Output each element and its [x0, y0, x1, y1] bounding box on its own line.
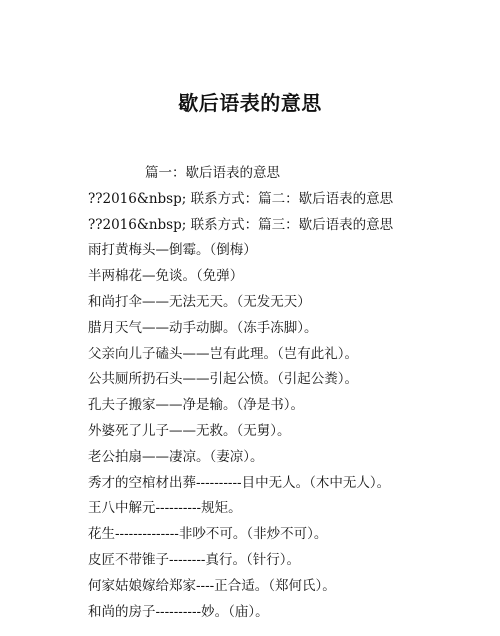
- text-line: 篇一：歇后语表的意思: [145, 165, 280, 181]
- document-title: 歇后语表的意思: [178, 91, 322, 115]
- text-line: 腊月天气——动手动脚。（冻手冻脚）。: [88, 319, 318, 336]
- text-line: 花生--------------非吵不可。（非炒不可）。: [88, 526, 328, 543]
- text-line: 公共厕所扔石头——引起公愤。（引起公粪）。: [88, 371, 358, 388]
- text-line: 半两棉花—免谈。（免弹）: [88, 268, 244, 285]
- text-line: ??2016&nbsp; 联系方式：篇二：歇后语表的意思: [88, 190, 394, 207]
- text-line: 父亲向儿子磕头——岂有此理。（岂有此礼）。: [88, 345, 358, 362]
- text-line: 何家姑娘嫁给郑家----正合适。（郑何氏）。: [88, 577, 336, 594]
- text-line: 雨打黄梅头—倒霉。（倒梅）: [88, 242, 257, 259]
- text-line: 和尚的房子----------妙。（庙）。: [88, 603, 269, 620]
- text-line: 老公拍扇——凄凉。（妻凉）。: [88, 448, 264, 465]
- text-line: 外婆死了儿子——无救。（无舅）。: [88, 422, 291, 439]
- text-line: 王八中解元----------规矩。: [88, 500, 242, 517]
- document-body: [88, 161, 488, 625]
- text-line: 孔夫子搬家——净是输。（净是书）。: [88, 397, 304, 414]
- text-line: ??2016&nbsp; 联系方式：篇三：歇后语表的意思: [88, 216, 394, 233]
- text-line: 和尚打伞——无法无天。（无发无天）: [88, 293, 311, 310]
- text-line: 秀才的空棺材出葬----------目中无人。（木中无人）。: [88, 474, 391, 491]
- text-line: 皮匠不带锥子--------真行。（针行）。: [88, 551, 300, 568]
